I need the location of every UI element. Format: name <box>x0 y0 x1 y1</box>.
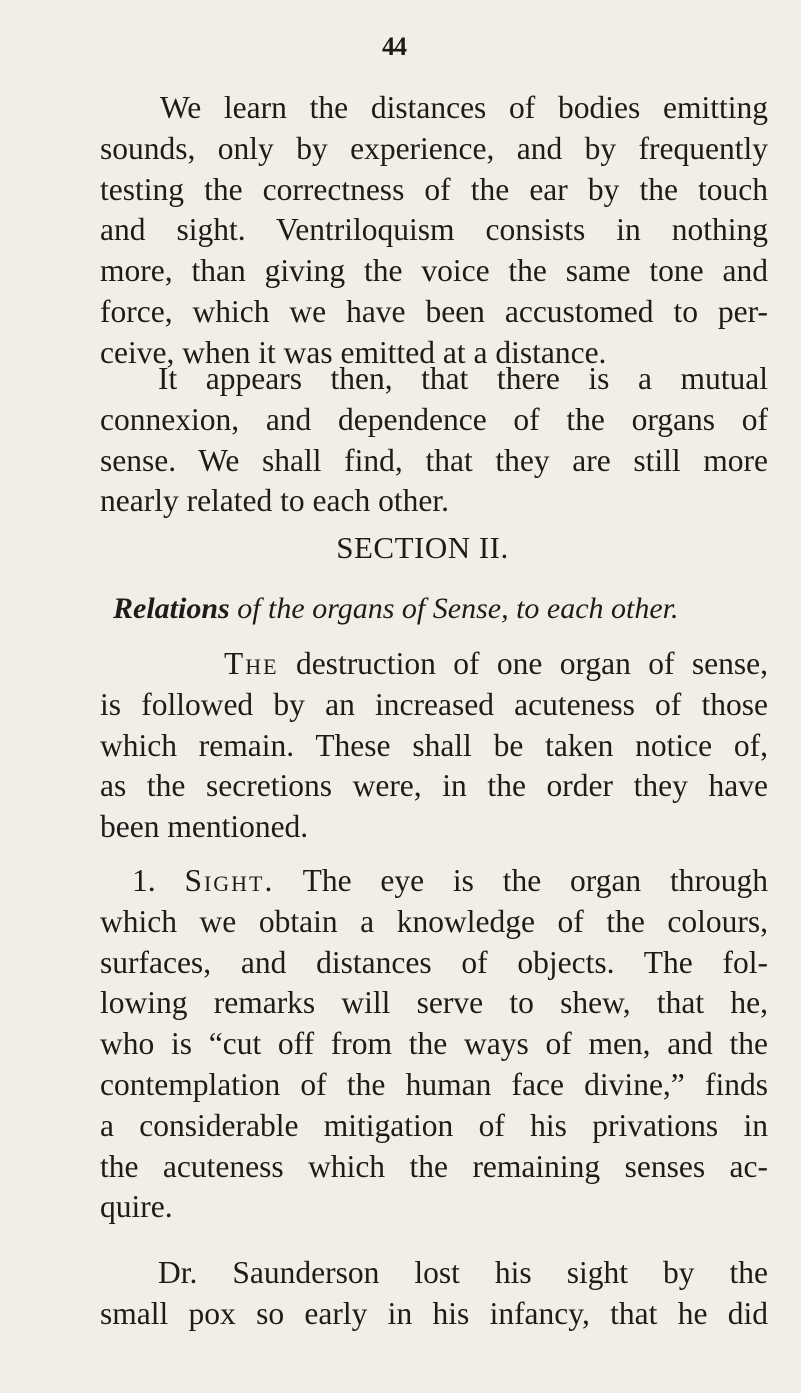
text-line: ceive, when it was emitted at a distance. <box>100 334 607 370</box>
paragraph <box>100 88 768 374</box>
lead-word: Sight. <box>184 863 275 898</box>
text-line: contemplation of the human face divine,” finds <box>100 1066 768 1102</box>
text-line: testing the correctness of the ear by the touch <box>100 171 768 207</box>
text-line-rest: destruction of one organ of sense, <box>278 646 768 681</box>
text-line: lowing remarks will serve to shew, that he, <box>100 985 768 1021</box>
text-line: which remain. These shall be taken notice of, <box>100 727 768 763</box>
paragraph <box>100 644 768 848</box>
text-line: force, which we have been accustomed to per- <box>100 293 768 329</box>
paragraph-sight <box>100 861 768 1228</box>
text-line <box>100 644 768 685</box>
paragraph <box>100 359 768 522</box>
text-line: surfaces, and distances of objects. The fol- <box>100 944 768 980</box>
item-number: 1. <box>132 863 156 898</box>
paragraph <box>100 1253 768 1335</box>
section-heading-text: SECTION II. <box>336 530 509 565</box>
text-line: a considerable mitigation of his privations in <box>100 1107 768 1143</box>
subtitle-lead: Relations <box>113 592 230 625</box>
text-line: is followed by an increased acuteness of those <box>100 686 768 722</box>
page-number: 44 <box>382 32 406 61</box>
lead-word: The <box>224 646 279 681</box>
paragraph <box>100 861 768 1228</box>
paragraph-mutual-connexion <box>100 359 768 522</box>
text-line: which we obtain a knowledge of the colours, <box>100 903 768 939</box>
text-line: and sight. Ventriloquism consists in nothing <box>100 212 768 248</box>
text-line: as the secretions were, in the order they have <box>100 768 768 804</box>
text-line: We learn the distances of bodies emitting <box>160 90 768 125</box>
text-line: the acuteness which the remaining senses ac- <box>100 1148 768 1184</box>
text-line: small pox so early in his infancy, that he did <box>100 1295 768 1331</box>
text-line: sense. We shall find, that they are still more <box>100 442 768 478</box>
paragraph-ventriloquism <box>100 88 768 374</box>
text-line: more, than giving the voice the same tone and <box>100 253 768 289</box>
text-line: nearly related to each other. <box>100 483 449 519</box>
subtitle-rest: of the organs of Sense, to each other. <box>229 592 679 625</box>
paragraph-saunderson <box>100 1253 768 1335</box>
text-line: who is “cut off from the ways of men, and the <box>100 1026 768 1062</box>
text-line: It appears then, that there is a mutual <box>158 361 768 396</box>
text-line: sounds, only by experience, and by frequently <box>100 130 768 166</box>
section-subtitle <box>113 592 679 626</box>
text-line-rest: The eye is the organ through <box>274 863 768 898</box>
text-line: Dr. Saunderson lost his sight by the <box>158 1255 768 1290</box>
text-line: quire. <box>100 1189 173 1225</box>
text-line: been mentioned. <box>100 809 309 845</box>
paragraph-destruction <box>100 644 768 848</box>
section-heading <box>0 530 801 566</box>
text-line: connexion, and dependence of the organs of <box>100 401 768 437</box>
text-line <box>100 861 768 902</box>
